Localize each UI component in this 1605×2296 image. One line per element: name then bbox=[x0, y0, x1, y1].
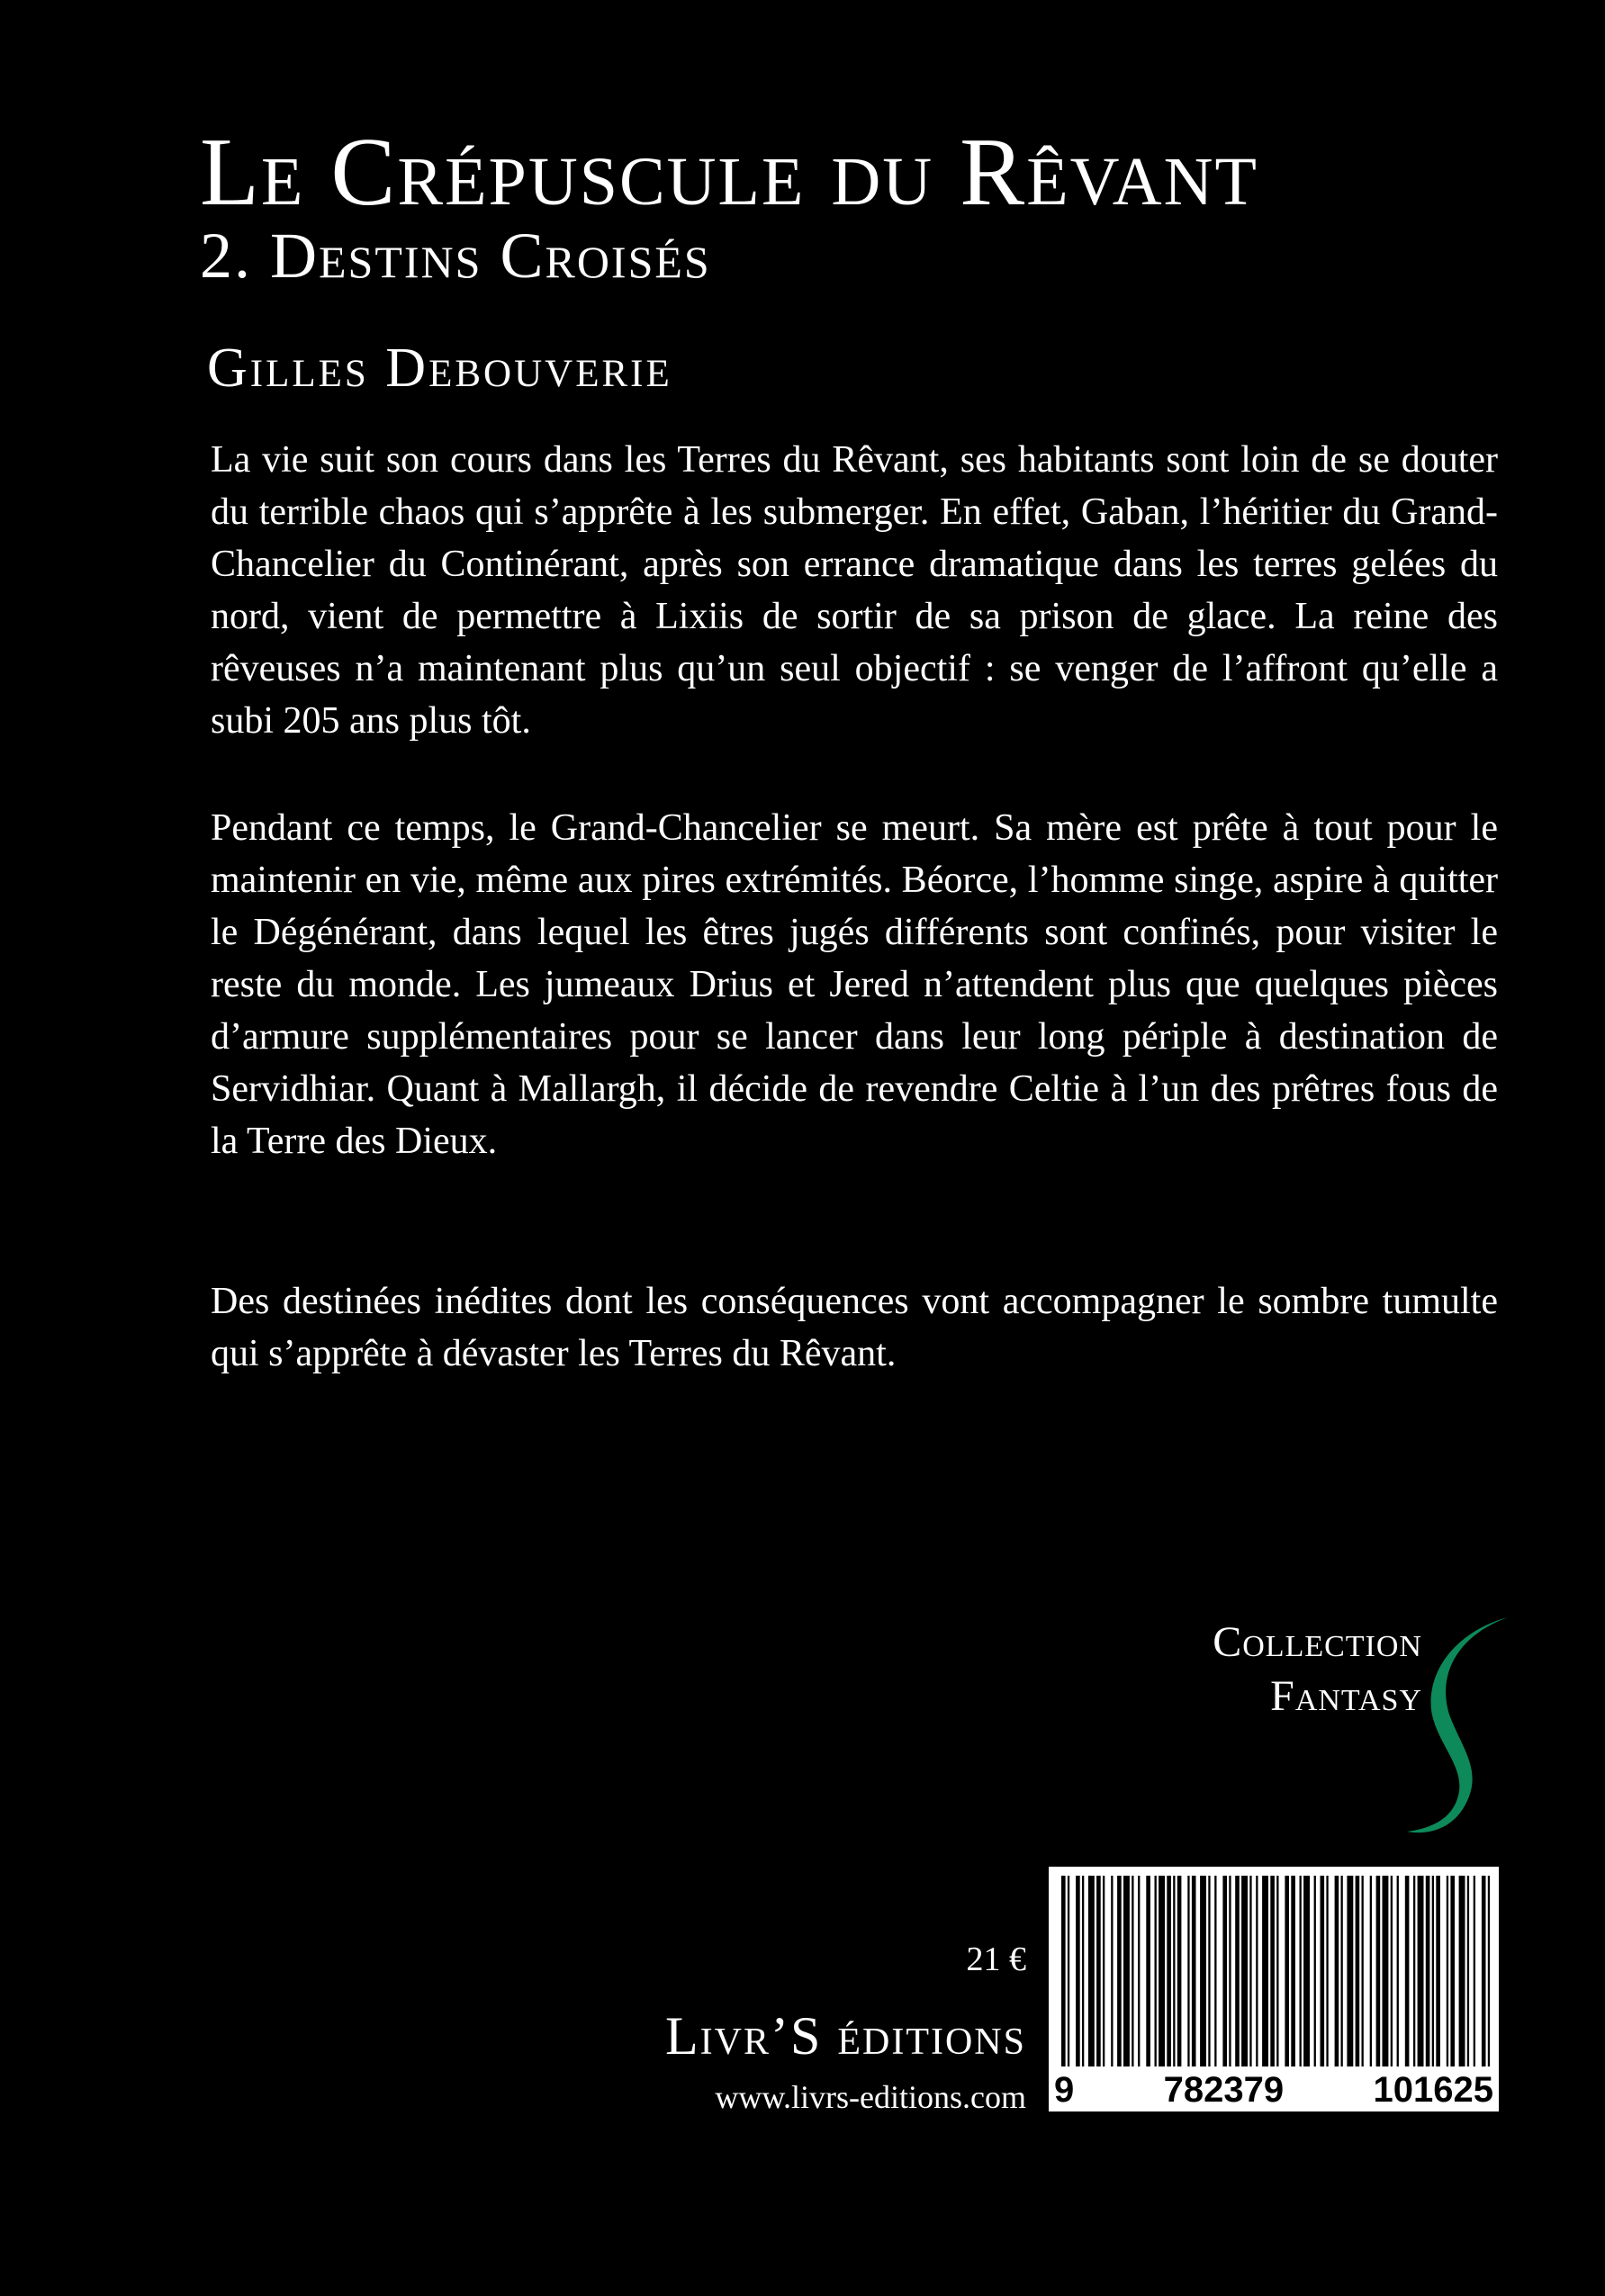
collection-label bbox=[1143, 1616, 1422, 1724]
barcode-bar bbox=[1187, 1876, 1189, 2066]
barcode-bar bbox=[1391, 1876, 1393, 2066]
isbn-barcode bbox=[1049, 1867, 1499, 2111]
barcode-bar bbox=[1249, 1876, 1251, 2066]
barcode-bar bbox=[1326, 1876, 1328, 2066]
barcode-bar bbox=[1356, 1876, 1360, 2066]
barcode-bar bbox=[1076, 1876, 1080, 2066]
barcode-bar bbox=[1167, 1876, 1171, 2066]
barcode-bar bbox=[1291, 1876, 1295, 2066]
collection-line-1: Collection bbox=[1213, 1618, 1422, 1666]
barcode-bar bbox=[1222, 1876, 1227, 2066]
barcode-bar bbox=[1082, 1876, 1084, 2066]
barcode-digit-group-1: 9 bbox=[1054, 2070, 1075, 2110]
blurb-paragraph-2: Pendant ce temps, le Grand-Chancelier se meurt. Sa mère est prête à tout pour le maintenir en vie, même aux pires extrémités. Béorce, l’homme singe, aspire à quitter le Dégénérant, dans lequel les êtres jugés différents sont confinés, pour visiter le reste du monde. Les jumeaux Drius et Jered n’attendent plus que quelques pièces d’armure supplémentaires pour se lancer dans leur long périple à destination de Servidhiar. Quant à Mallargh, il décide de revendre Celtie à l’un des prêtres fous de la Terre des Dieux. bbox=[211, 807, 1498, 1162]
book-title: Le Crépuscule du Rêvant bbox=[200, 119, 1258, 226]
barcode-bar bbox=[1214, 1876, 1216, 2066]
barcode-bar bbox=[1096, 1876, 1101, 2066]
barcode-bar bbox=[1241, 1876, 1248, 2066]
barcode-bar bbox=[1482, 1876, 1486, 2066]
barcode-bar bbox=[1088, 1876, 1095, 2066]
barcode-bar bbox=[1276, 1876, 1278, 2066]
barcode-bar bbox=[1200, 1876, 1206, 2066]
barcode-bar bbox=[1300, 1876, 1302, 2066]
barcode-digits bbox=[1054, 2072, 1493, 2108]
barcode-bar bbox=[1123, 1876, 1130, 2066]
barcode-bar bbox=[1155, 1876, 1157, 2066]
book-subtitle: 2. Destins Croisés bbox=[200, 220, 711, 292]
author-name: Gilles Debouverie bbox=[207, 338, 672, 399]
barcode-bar bbox=[1177, 1876, 1182, 2066]
barcode-bar bbox=[1314, 1876, 1316, 2066]
barcode-bar bbox=[1447, 1876, 1448, 2066]
barcode-bar bbox=[1285, 1876, 1289, 2066]
barcode-bar bbox=[1159, 1876, 1165, 2066]
barcode-bar bbox=[1436, 1876, 1440, 2066]
price: 21 € bbox=[966, 1940, 1026, 1978]
barcode-bar bbox=[1061, 1876, 1066, 2066]
barcode-bar bbox=[1405, 1876, 1410, 2066]
barcode-bar bbox=[1362, 1876, 1364, 2066]
barcode-bar bbox=[1192, 1876, 1196, 2066]
barcode-bar bbox=[1303, 1876, 1310, 2066]
collection-s-logo-icon bbox=[1400, 1616, 1512, 1836]
barcode-bar bbox=[1138, 1876, 1140, 2066]
barcode-bar bbox=[1432, 1876, 1434, 2066]
barcode-bar bbox=[1235, 1876, 1240, 2066]
barcode-bar bbox=[1418, 1876, 1424, 2066]
barcode-bar bbox=[1256, 1876, 1258, 2066]
barcode-bar bbox=[1111, 1876, 1113, 2066]
barcode-bar bbox=[1383, 1876, 1389, 2066]
barcode-bar bbox=[1321, 1876, 1325, 2066]
barcode-bar bbox=[1426, 1876, 1430, 2066]
barcode-bar bbox=[1132, 1876, 1133, 2066]
barcode-bar bbox=[1335, 1876, 1339, 2066]
barcode-bar bbox=[1450, 1876, 1455, 2066]
barcode-bar bbox=[1068, 1876, 1069, 2066]
blurb-paragraph-3: Des destinées inédites dont les conséquences vont accompagner le sombre tumulte qui s’apprête à dévaster les Terres du Rêvant. bbox=[211, 1281, 1498, 1374]
barcode-bar bbox=[1370, 1876, 1372, 2066]
barcode-bar bbox=[1208, 1876, 1210, 2066]
publisher-website: www.livrs-editions.com bbox=[715, 2079, 1026, 2115]
barcode-bar bbox=[1146, 1876, 1150, 2066]
barcode-bar bbox=[1467, 1876, 1469, 2066]
barcode-bars bbox=[1049, 1867, 1499, 2074]
barcode-bar bbox=[1229, 1876, 1231, 2066]
barcode-bar bbox=[1103, 1876, 1105, 2066]
collection-line-2: Fantasy bbox=[1270, 1672, 1422, 1720]
barcode-digit-group-2: 782379 bbox=[1163, 2070, 1285, 2110]
blurb-paragraph-1: La vie suit son cours dans les Terres du Rêvant, ses habitants sont loin de se douter du terrible chaos qui s’apprête à les submerger. En effet, Gaban, l’héritier du Grand-Chancelier du Continérant, après son errance dramatique dans les terres gelées du nord, vient de permettre à Lixiis de sortir de sa prison de glace. La reine des rêveuses n’a maintenant plus qu’un seul objectif : se venger de l’affront qu’elle a subi 205 ans plus tôt. bbox=[211, 439, 1498, 742]
barcode-bar bbox=[1376, 1876, 1381, 2066]
publisher-name: Livr’S éditions bbox=[665, 2006, 1026, 2066]
barcode-bar bbox=[1270, 1876, 1275, 2066]
barcode-bar bbox=[1413, 1876, 1415, 2066]
barcode-bar bbox=[1474, 1876, 1475, 2066]
barcode-bar bbox=[1347, 1876, 1353, 2066]
barcode-bar bbox=[1459, 1876, 1465, 2066]
barcode-bar bbox=[1173, 1876, 1175, 2066]
barcode-bar bbox=[1262, 1876, 1268, 2066]
barcode-bar bbox=[1117, 1876, 1122, 2066]
barcode-bar bbox=[1397, 1876, 1399, 2066]
barcode-bar bbox=[1488, 1876, 1490, 2066]
barcode-digit-group-3: 101625 bbox=[1373, 2070, 1493, 2110]
barcode-bar bbox=[1341, 1876, 1343, 2066]
